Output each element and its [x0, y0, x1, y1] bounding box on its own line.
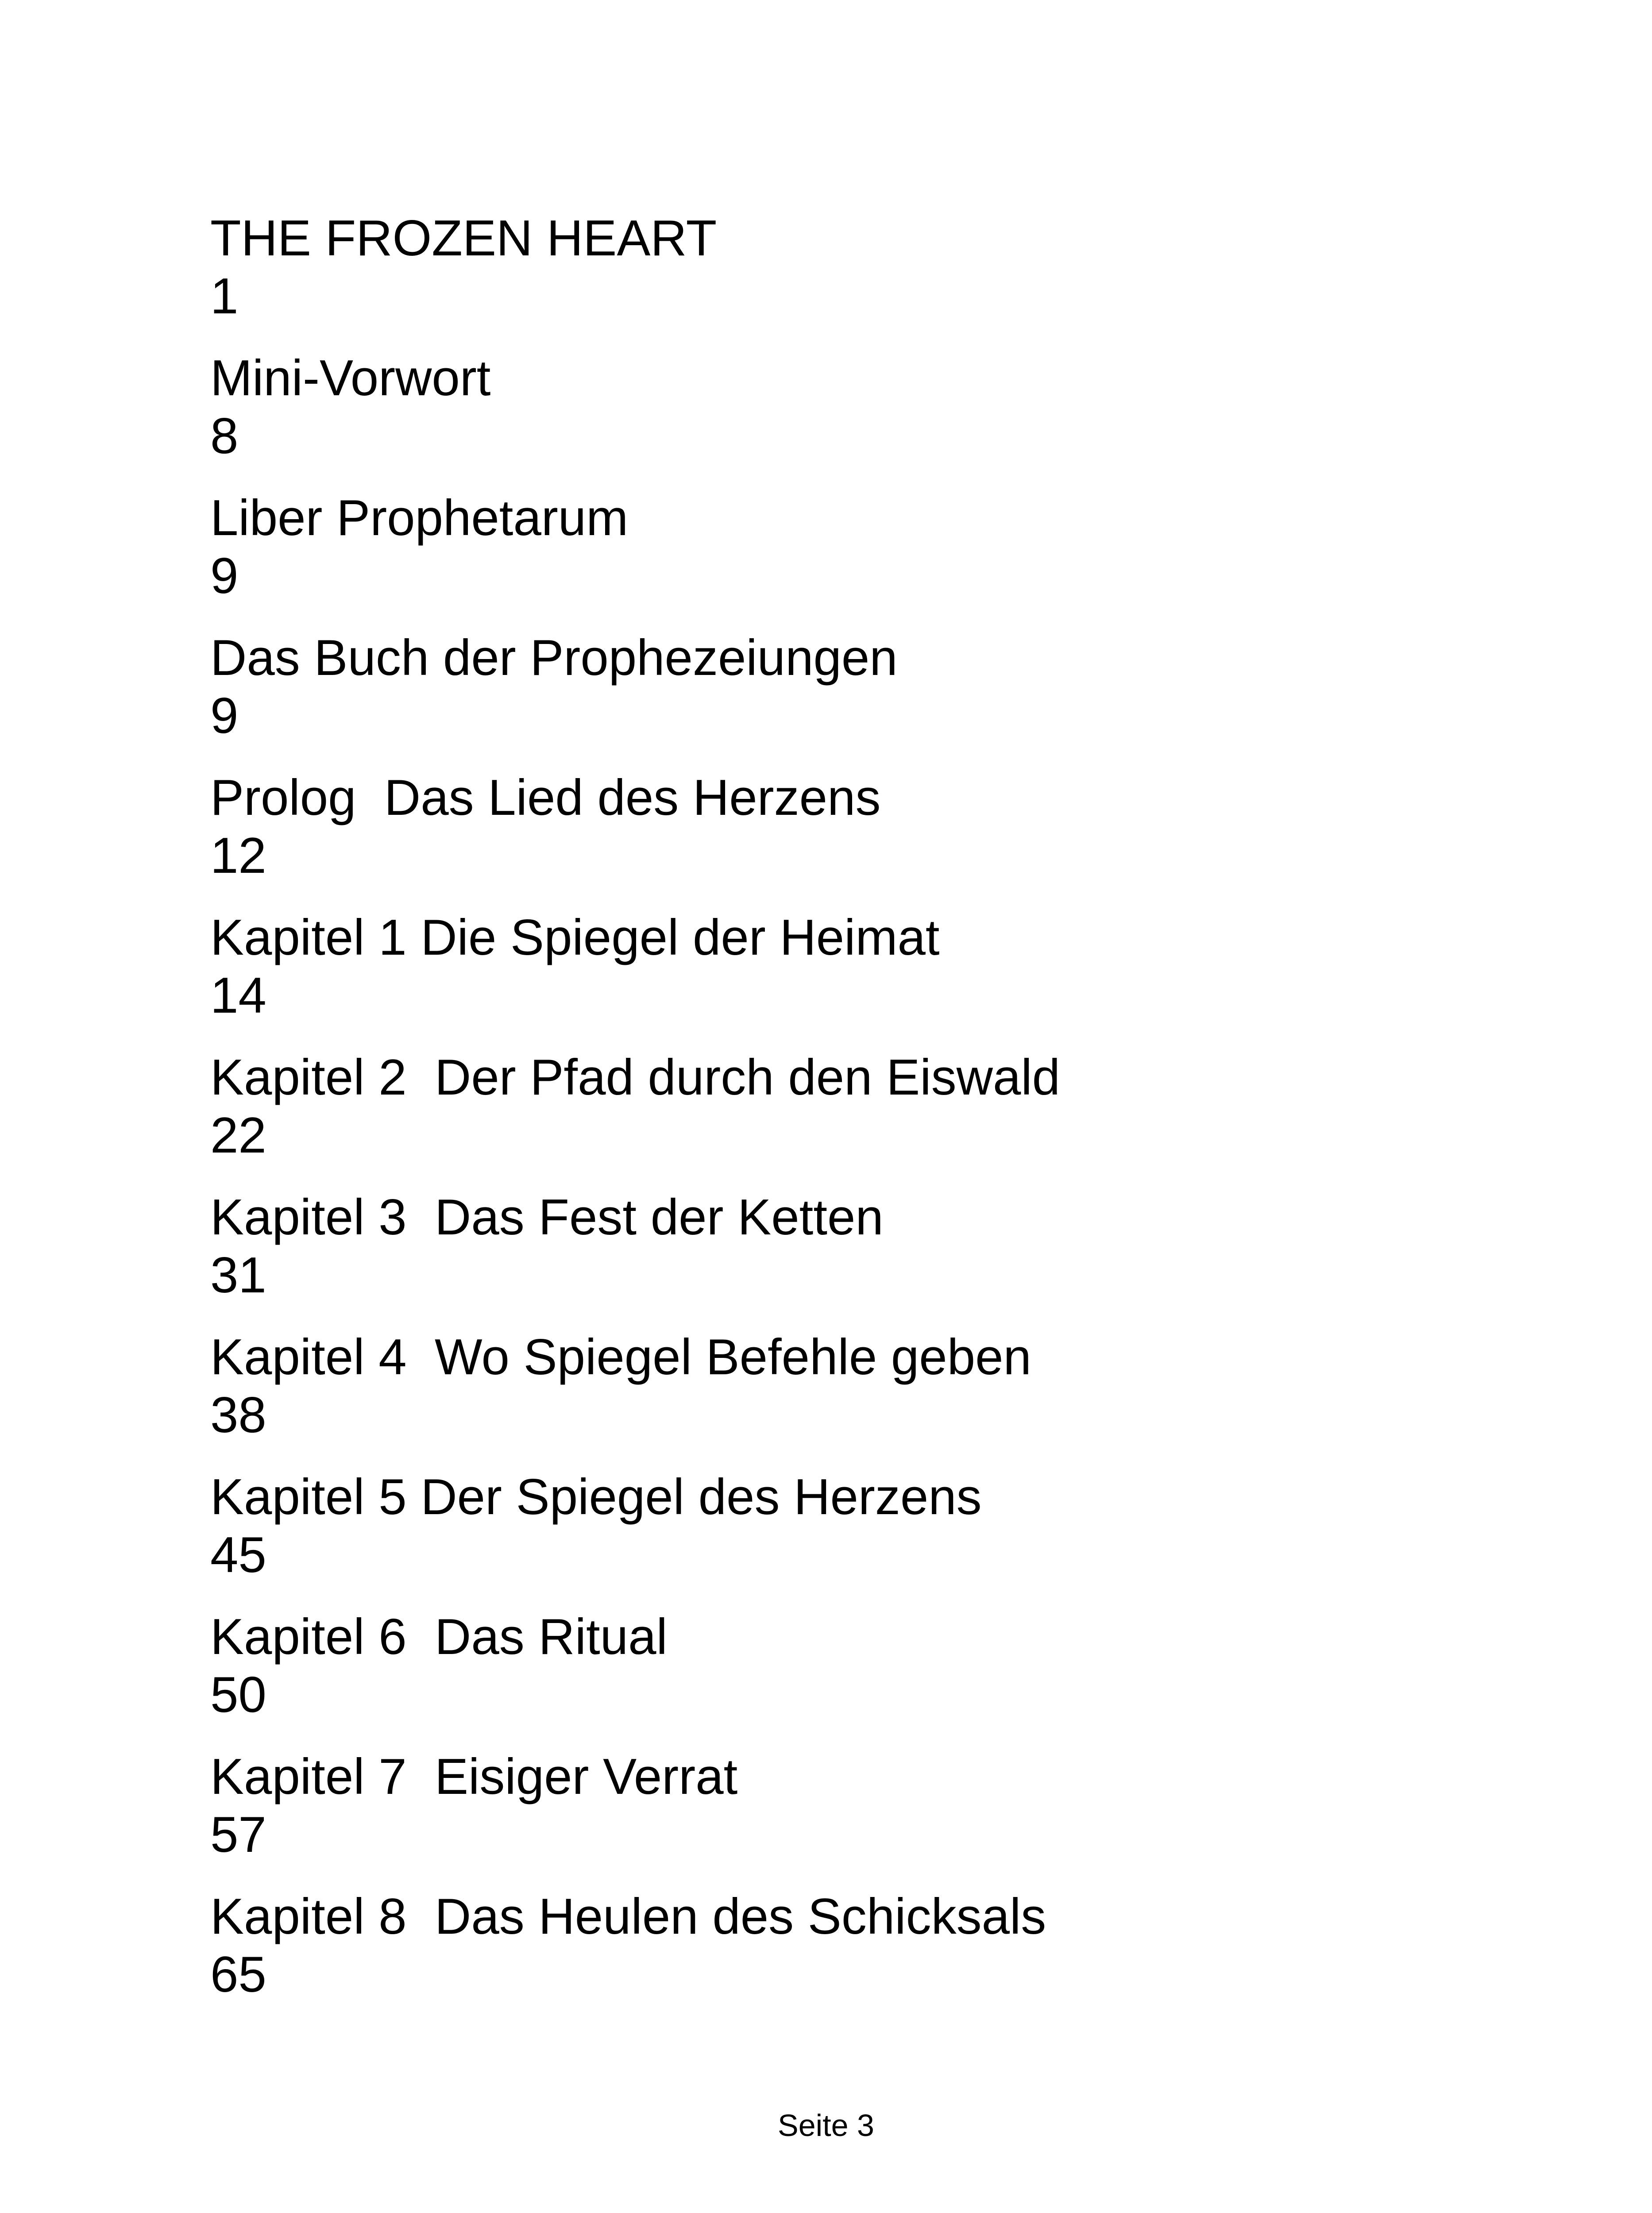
toc-entry-page: 38	[210, 1387, 266, 1443]
toc-entry	[210, 909, 1494, 1049]
toc-entry-page: 14	[210, 968, 266, 1024]
toc-entry-title: Kapitel 7 Eisiger Verrat	[210, 1749, 738, 1805]
toc-entry-page: 65	[210, 1947, 266, 2003]
toc-entry	[210, 1748, 1494, 1888]
toc-entry-title: Kapitel 8 Das Heulen des Schicksals	[210, 1889, 1046, 1945]
toc-entry	[210, 1329, 1494, 1469]
toc-entry	[210, 490, 1494, 629]
table-of-contents	[210, 210, 1494, 2028]
toc-entry-page: 9	[210, 688, 239, 744]
toc-entry-title: Kapitel 1 Die Spiegel der Heimat	[210, 910, 940, 966]
toc-entry-page: 12	[210, 828, 266, 884]
toc-entry-title: Kapitel 4 Wo Spiegel Befehle geben	[210, 1329, 1031, 1385]
toc-entry-title: Kapitel 5 Der Spiegel des Herzens	[210, 1469, 982, 1525]
toc-entry-page: 8	[210, 408, 239, 464]
toc-entry-page: 9	[210, 548, 239, 604]
toc-entry-page: 45	[210, 1527, 266, 1583]
toc-entry-title: Mini-Vorwort	[210, 350, 491, 406]
toc-entry	[210, 1608, 1494, 1748]
toc-entry-title: THE FROZEN HEART	[210, 210, 717, 266]
toc-entry	[210, 769, 1494, 909]
toc-entry	[210, 1049, 1494, 1189]
toc-entry-page: 50	[210, 1667, 266, 1723]
toc-entry-page: 22	[210, 1107, 266, 1164]
toc-entry	[210, 210, 1494, 350]
toc-entry	[210, 629, 1494, 769]
toc-entry-page: 1	[210, 268, 239, 324]
toc-entry-title: Das Buch der Prophezeiungen	[210, 630, 898, 686]
toc-entry	[210, 1189, 1494, 1329]
page-number-footer: Seite 3	[778, 2108, 874, 2143]
toc-entry-title: Prolog Das Lied des Herzens	[210, 770, 881, 826]
toc-entry	[210, 350, 1494, 490]
toc-entry-page: 57	[210, 1807, 266, 1863]
toc-entry-title: Kapitel 6 Das Ritual	[210, 1609, 668, 1665]
toc-entry-title: Kapitel 2 Der Pfad durch den Eiswald	[210, 1049, 1061, 1106]
toc-entry-title: Liber Prophetarum	[210, 490, 629, 546]
toc-entry	[210, 1469, 1494, 1608]
toc-entry-title: Kapitel 3 Das Fest der Ketten	[210, 1189, 884, 1245]
toc-entry-page: 31	[210, 1247, 266, 1303]
toc-entry	[210, 1888, 1494, 2028]
